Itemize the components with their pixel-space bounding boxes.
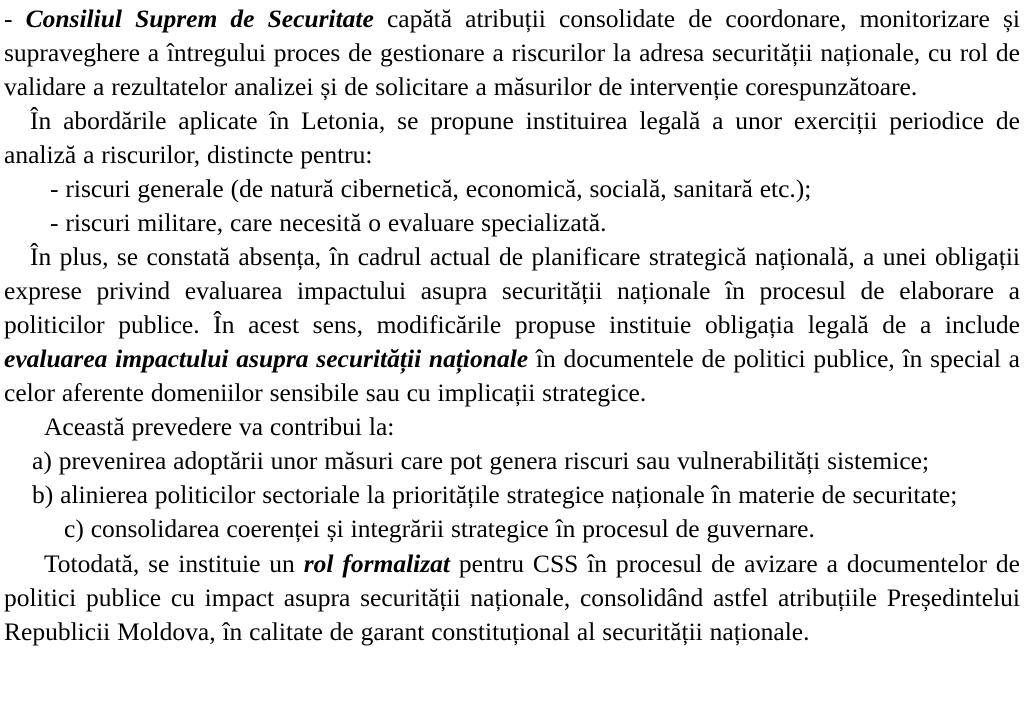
paragraph bbox=[4, 2, 1020, 104]
text-run: capătă atribuții consolidate de coordonare, monitorizare și supraveghere a întregului proces de gestionare a riscurilor la adresa securității naționale, cu rol de validare a rezultatelor analizei și de solicitare a măsurilor de intervenție corespunzătoare. bbox=[4, 4, 1020, 102]
paragraph bbox=[4, 444, 1020, 478]
paragraph bbox=[4, 172, 1020, 206]
paragraph bbox=[4, 206, 1020, 240]
text-run: a) prevenirea adoptării unor măsuri care pot genera riscuri sau vulnerabilități sistemice; bbox=[32, 446, 930, 476]
paragraph bbox=[4, 104, 1020, 172]
document-body bbox=[4, 2, 1020, 649]
text-run: În abordările aplicate în Letonia, se propune instituirea legală a unor exerciții periodice de analiză a riscurilor, distincte pentru: bbox=[4, 106, 1020, 170]
emphasis-text: evaluarea impactului asupra securității naționale bbox=[4, 344, 529, 374]
paragraph bbox=[4, 478, 1020, 512]
text-run: pentru CSS în procesul de avizare a documentelor de politici publice cu impact asupra securității naționale, consolidând astfel atribuțiile Președintelui Republicii Moldova, în calitate de garant constituțional al securității naționale. bbox=[4, 548, 1020, 646]
text-run: Totodată, se instituie un bbox=[44, 548, 304, 578]
paragraph bbox=[4, 512, 1020, 546]
text-run: - riscuri militare, care necesită o evaluare specializată. bbox=[50, 208, 607, 238]
paragraph bbox=[4, 240, 1020, 410]
paragraph bbox=[4, 410, 1020, 444]
text-run: - bbox=[4, 4, 26, 33]
paragraph bbox=[4, 547, 1020, 649]
text-run: În plus, se constată absența, în cadrul actual de planificare strategică națională, a unei obligații exprese privind evaluarea impactului asupra securității naționale în procesul de elaborare a politicilor publice. În acest sens, modificările propuse instituie obligația legală de a include bbox=[4, 242, 1020, 340]
text-run: b) alinierea politicilor sectoriale la prioritățile strategice naționale în materie de securitate; bbox=[32, 480, 958, 510]
text-run: - riscuri generale (de natură cibernetică, economică, socială, sanitară etc.); bbox=[50, 174, 812, 204]
text-run: Această prevedere va contribui la: bbox=[44, 412, 395, 442]
emphasis-text: Consiliul Suprem de Securitate bbox=[25, 4, 374, 33]
emphasis-text: rol formalizat bbox=[303, 548, 451, 578]
text-run: c) consolidarea coerenței și integrării strategice în procesul de guvernare. bbox=[64, 514, 815, 544]
text-run: în documentele de politici publice, în special a celor aferente domeniilor sensibile sau cu implicații strategice. bbox=[4, 344, 1020, 408]
